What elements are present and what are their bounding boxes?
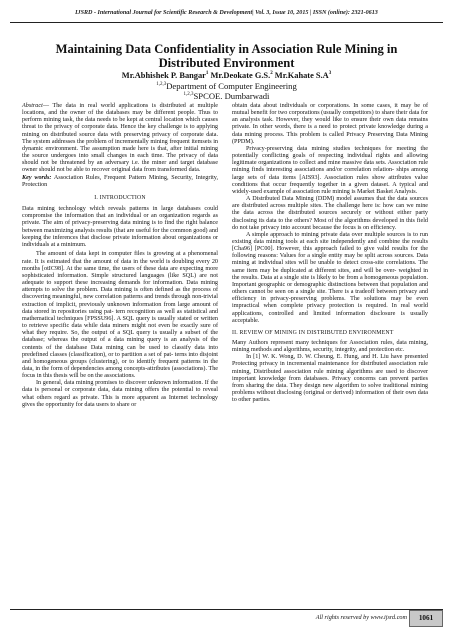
abstract	[22, 103, 218, 175]
keywords-label: Key words:	[22, 174, 52, 181]
section-heading-review: II. REVIEW OF MINING IN DISTRIBUTED ENVIRONMENT	[232, 329, 394, 336]
affiliation-department	[20, 81, 433, 91]
paragraph: obtain data about individuals or corporations. In some cases, it may be of mutual benefit for two corporations (usually competitors) to share their data for an analysis task. However, they would like to ensure their own data remains private. In other words, there is a need to protect private knowledge during a data mining process. This problem is called Privacy Preserving Data Mining (PPDM).	[232, 103, 428, 145]
affiliation-institute	[20, 91, 433, 101]
paragraph: Privacy-preserving data mining studies techniques for meeting the potentially conflicting goals of respecting individual rights and allowing legitimate organizations to collect and mine massive data sets. Association rule mining finds interesting associations and/or correlation relation- ships among large sets of data items [AIS93]. Association rules show attributes value conditions that occur frequently together in a given dataset. A typical and widely-used example of association rule mining is Market Basket Analysis.	[232, 145, 428, 195]
author-sup: 1	[205, 71, 209, 77]
affiliation-text: SPCOE. Dumbarwadi	[193, 91, 270, 101]
title-line-1: Maintaining Data Confidentiality in Association Rule Mining in	[55, 42, 398, 56]
keywords-text: Association Rules, Frequent Pattern Mining, Security, Integrity, Protection	[22, 174, 218, 188]
author-sup: 2	[270, 71, 273, 77]
page-footer: All rights reserved by www.ijsrd.com	[10, 609, 443, 626]
paragraph: A simple approach to mining private data over multiple sources is to run existing data mining tools at each site independently and combine the results [Cha96] [PC00]. However, this approach failed to give valid results for the following reasons: Values for a single entity may be split across sources. Data mining at individual sites will be unable to detect cross-site correlations. The same item may be duplicated at different sites, and will be over- weighted in the results. Data at a single site is likely to be from a homogeneous population. Important geographic or demographic distinctions between that population and others cannot be seen on a single site. There is a tradeoff between privacy and efficiency in privacy-preserving problems. The solutions may be even impractical when complete privacy protection is required. In real world applications, controlled and limited information disclosure is usually acceptable.	[232, 231, 428, 324]
journal-header: IJSRD - International Journal for Scientific Research & Development| Vol. 3, Issue 10, 2015 | ISSN (online): 2321-0613	[10, 6, 443, 23]
right-column	[232, 103, 428, 404]
left-column	[22, 103, 218, 409]
author-sup: 3	[328, 71, 332, 77]
author-name: Mr.Abhishek P. Bangar	[121, 71, 206, 80]
author-name: Mr.Deokate G.S.	[208, 71, 271, 80]
paragraph: In general, data mining promises to discover unknown information. If the data is personal or corporate data, data mining offers the potential to reveal what others regard as private. This is more apparent as Internet technology gives the opportunity for data users to share or	[22, 380, 218, 408]
title-line-2: Distributed Environment	[158, 56, 295, 70]
affiliation-sup: 1,2,3	[156, 82, 167, 88]
affiliation-sup: 1,2,3	[183, 92, 194, 98]
author-list	[20, 71, 433, 81]
paragraph: Data mining technology which reveals patterns in large databases could compromise the information that an individual or an organization regards as private. The aim of privacy-preserving data mining is to find the right balance between maximizing analysis results (that are useful for the common good) and keeping the inferences that disclose private information about organizations or individuals at a minimum.	[22, 206, 218, 248]
paragraph: Many Authors represent many techniques for Association rules, data mining, mining methods and algorithms, security, integrity, and protection etc.	[232, 340, 428, 354]
author-name: Mr.Kahate S.A	[272, 71, 329, 80]
paper-title	[20, 42, 433, 70]
paragraph: The amount of data kept in computer files is growing at a phenomenal rate. It is estimated that the amount of data in the world is doubling every 20 months [otIC98]. At the same time, the users of these data are expecting more sophisticated information. Simple structured languages (like SQL) are not adequate to support these increasing demands for information. Data mining attempts to solve the problem. Data mining is often defined as the process of discovering meaningful, new correlation patterns and trends through non-trivial extraction of implicit, previously unknown information from large amount of data stored in repositories using pat- tern recognition as well as statistical and mathematical techniques [FPSSU96]. A SQL query is usually stated or written to retrieve specific data while data miners might not even be exactly sure of what they require. So, the output of a SQL query is usually a subset of the database; whereas the output of a data mining query is an analysis of the contents of the database Data mining can be used to classify data into predefined classes (classification), or to partition a set of pat- terns into disjoint and homogeneous groups (clustering), or to identify frequent patterns in the data, in the form of dependencies among concepts-attributes (associations). The focus in this thesis will be on the associations.	[22, 251, 218, 380]
section-heading-introduction: I. INTRODUCTION	[94, 194, 146, 201]
paragraph: A Distributed Data Mining (DDM) model assumes that the data sources are distributed across multiple sites. The challenge here is: how can we mine the data across the distributed sources securely or without either party disclosing its data to the others? Most of the algorithms developed in this field do not take privacy into account because the focus is on efficiency.	[232, 196, 428, 231]
affiliation-text: Department of Computer Engineering	[166, 81, 297, 91]
keywords	[22, 175, 218, 189]
abstract-label: Abstract	[22, 103, 43, 109]
abstract-text: — The data in real world applications is distributed at multiple locations, and the owner of the databases may be different people. Thus to perform mining task, the data needs to be kept at central location which causes threat to the privacy of corporate data. Hence the key challenge is to applying mining on distributed source data with preserving privacy of corporate data. The system addresses the problem of incrementally mining frequent itemsets in dynamic environment. The assumption made here is that, after initial mining the source undergoes into small changes in each time. The privacy of data should not be threatened by an adversary i.e. the miner and target database owner should not be able to recover original data from transformed data.	[22, 103, 218, 174]
page-number: 1061	[409, 610, 443, 627]
paragraph: In [1] W. K. Wong, D. W. Cheung, E. Hung, and H. Liu have presented Protecting privacy in incremental maintenance for distributed association rule mining, Distributed association rule mining algorithms are used to discover important knowledge from databases. Privacy concerns can prevent parties from sharing the data. They design new algorithm to solve traditional mining problems without disclosing (original or derived) information of their own data to other parties.	[232, 354, 428, 404]
